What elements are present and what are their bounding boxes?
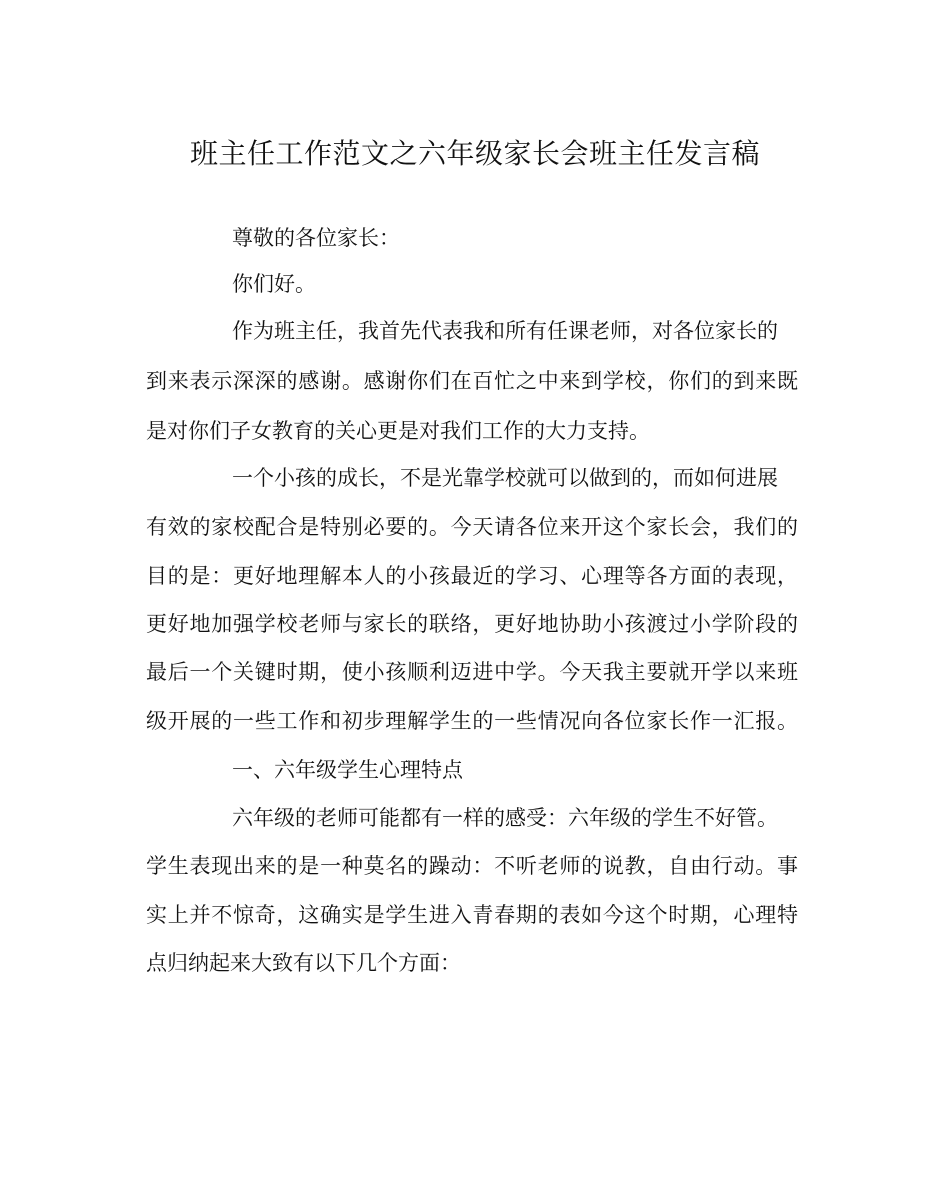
paragraph-line: 学生表现出来的是一种莫名的躁动：不听老师的说教，自由行动。事	[146, 854, 798, 878]
paragraph-line: 实上并不惊奇，这确实是学生进入青春期的表如今这个时期，心理特	[146, 903, 798, 927]
paragraph-line: 作为班主任，我首先代表我和所有任课老师，对各位家长的	[232, 319, 778, 343]
paragraph-line: 目的是：更好地理解本人的小孩最近的学习、心理等各方面的表现，	[146, 564, 798, 588]
section-heading: 一、六年级学生心理特点	[232, 758, 463, 782]
paragraph-line: 六年级的老师可能都有一样的感受：六年级的学生不好管。	[232, 806, 778, 830]
paragraph-line: 点归纳起来大致有以下几个方面：	[146, 951, 461, 975]
paragraph-line: 到来表示深深的感谢。感谢你们在百忙之中来到学校，你们的到来既	[146, 369, 798, 393]
paragraph-line: 更好地加强学校老师与家长的联络，更好地协助小孩渡过小学阶段的	[146, 612, 798, 636]
paragraph-line: 有效的家校配合是特别必要的。今天请各位来开这个家长会，我们的	[146, 515, 798, 539]
paragraph-line: 一个小孩的成长，不是光靠学校就可以做到的，而如何进展	[232, 466, 778, 490]
greeting: 你们好。	[232, 272, 316, 296]
salutation: 尊敬的各位家长：	[232, 226, 400, 250]
paragraph-line: 级开展的一些工作和初步理解学生的一些情况向各位家长作一汇报。	[146, 709, 798, 733]
paragraph-line: 最后一个关键时期，使小孩顺利迈进中学。今天我主要就开学以来班	[146, 660, 798, 684]
document-title: 班主任工作范文之六年级家长会班主任发言稿	[189, 137, 760, 170]
paragraph-line: 是对你们子女教育的关心更是对我们工作的大力支持。	[146, 419, 650, 443]
